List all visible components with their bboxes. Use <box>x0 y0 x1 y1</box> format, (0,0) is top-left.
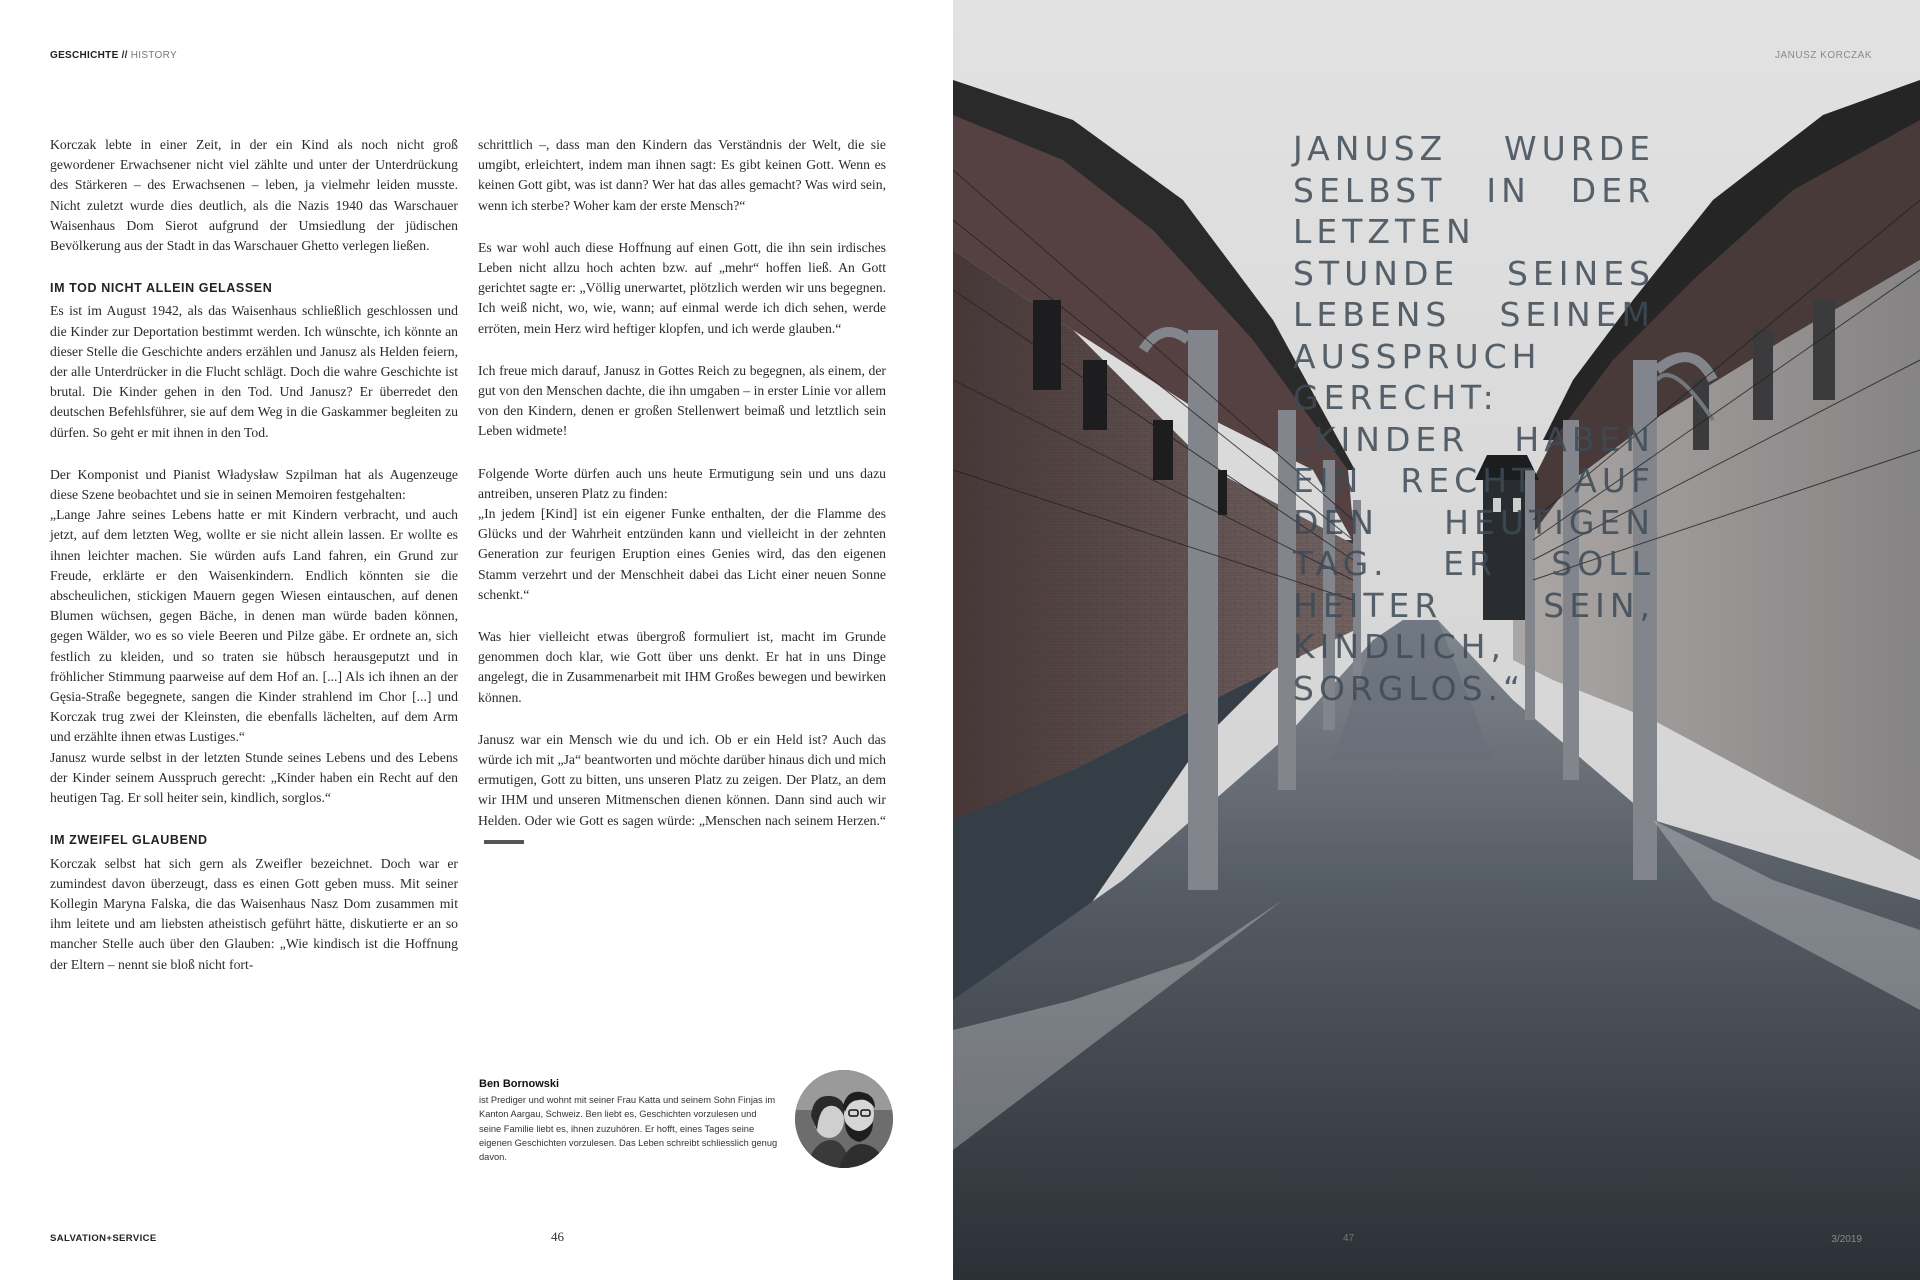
paragraph: Janusz wurde selbst in der letzten Stunde seines Lebens und des Lebens der Kinder seinem Ausspruch gerecht: „Kinder haben ein Recht auf den heutigen Tag. Er soll heiter sein, kindlich, sorglos.“ <box>50 749 458 806</box>
issue-number: 3/2019 <box>1831 1234 1862 1245</box>
page-number: 46 <box>551 1229 564 1244</box>
author-photo <box>795 1070 893 1168</box>
paragraph: Folgende Worte dürfen auch uns heute Ermutigung sein und uns dazu antreiben, unseren Platz zu finden: <box>478 465 886 501</box>
text-column-1 <box>50 135 458 997</box>
pull-quote: JANUSZ WURDE SELBST IN DER LETZTEN STUNDE SEINES LEBENS SEINEM AUSSPRUCH GERECHT: „KINDER HABEN EIN RECHT AUF DEN HEUTIGEN TAG. ER SOLL HEITER SEIN, KINDLICH, SORGLOS.“ <box>1293 129 1655 708</box>
quote-paragraph: „Lange Jahre seines Lebens hatte er mit Kindern verbracht, und auch jetzt, auf dem letzten Weg, wollte er sie nicht allein lassen. Er wollte es ihnen leichter machen. Sie würden aufs Land fahren, ein Grund zur Freude, erklärte er den Waisenkindern. Endlich könnten sie die abscheulichen, stickigen Mauern gegen Wiesen eintauschen, auf denen Blumen wüchsen, gegen Bäche, in denen man würde baden können, gegen Wälder, wo es so viele Beeren und Pilze gäbe. Er ordnete an, sich festlich zu kleiden, und so traten sie hübsch herausgeputzt und in fröhlicher Stimmung paarweise auf dem Hof an. [...] Als ich ihnen an der Gęsia-Straße begegnete, sangen die Kinder strahlend im Chor [...] und Korczak trug zwei der Kleinsten, die ebenfalls lächelten, auf dem Arm und erzählte ihnen etwas Lustiges.“ <box>50 507 458 745</box>
paragraph: Was hier vielleicht etwas übergroß formuliert ist, macht im Grunde genommen doch klar, wie Gott über uns denkt. Er hat in uns Dinge angelegt, die in Zusammenarbeit mit IHM Großes bewegen und bewirken können. <box>478 629 886 705</box>
subheading: IM TOD NICHT ALLEIN GELASSEN <box>50 281 273 296</box>
right-page <box>953 0 1920 1280</box>
paragraph: Korczak selbst hat sich gern als Zweifler bezeichnet. Doch war er zumindest davon überzeugt, dass es einen Gott geben muss. Mit seiner Kollegin Maryna Falska, die das Waisenhaus Nasz Dom zusammen mit ihm leitete und am liebsten atheistisch geführt hätte, diskutierte er an so mancher Stelle auch über den Glauben: „Wie kindisch ist die Hoffnung der Eltern – nennt sie bloß nicht fort- <box>50 855 458 972</box>
paragraph <box>478 730 886 851</box>
quote-paragraph: „In jedem [Kind] ist ein eigener Funke enthalten, der die Flamme des Glücks und der Wahrheit entzünden kann und vielleicht in der zehnten Generation zur feurigen Eruption eines Genies wird, das den eigenen Stamm verzehrt und der Menschheit dabei das Licht einer neuen Sonne schenkt.“ <box>478 506 886 602</box>
author-name: Ben Bornowski <box>479 1078 560 1090</box>
paragraph: Es ist im August 1942, als das Waisenhaus schließlich geschlossen und die Kinder zur Deportation bestimmt werden. Ich wünschte, ich könnte an dieser Stelle die Geschichte anders erzählen und Janusz als Helden feiern, der alle Unterdrücker in die Flucht schlägt. Doch die wahre Geschichte ist brutal. Die Kinder gehen in den Tod. Und Janusz? Er überredet den deutschen Befehlsführer, sie auf dem Weg in die Gaskammer begleiten zu dürfen. So geht er mit ihnen in den Tod. <box>50 303 458 440</box>
subsection-label: HISTORY <box>130 50 177 61</box>
running-head: JANUSZ KORCZAK <box>1774 50 1872 61</box>
paragraph: Korczak lebte in einer Zeit, in der ein Kind als noch nicht groß gewordener Erwachsener nicht viel zählte und unter der Unterdrückung des Stärkeren – des Erwachsenen – leben, ja vielmehr leiden musste. Nicht zuletzt wurde dies deutlich, als die Nazis 1940 das Warschauer Waisenhaus Dom Sierot aufgrund der Umsiedlung der jüdischen Bevölkerung aus der Stadt in das Warschauer Ghetto verlegen ließen. <box>50 137 458 254</box>
paragraph: schrittlich –, dass man den Kindern das Verständnis der Welt, die sie umgibt, erleichtert, indem man ihnen sagt: Es gibt keinen Gott. Wenn es keinen Gott gibt, was ist dann? Wer hat das alles gemacht? Was wird sein, wenn ich sterbe? Woher kam der erste Mensch?“ <box>478 137 886 213</box>
magazine-footer: SALVATION+SERVICE <box>50 1233 157 1244</box>
left-page <box>0 0 953 1280</box>
closing-paragraph-text: Janusz war ein Mensch wie du und ich. Ob er ein Held ist? Auch das würde ich mit „Ja“ beantworten und möchte darüber hinaus dich und mich ermutigen, Gott zu bitten, uns unseren Platz zu zeigen. Der Platz, an dem wir IHM und unseren Mitmenschen dienen können. Dann sind auch wir Helden. Oder wie Gott es sagen würde: „Menschen nach seinem Herzen.“ <box>478 731 886 828</box>
author-bio <box>479 1077 779 1164</box>
subheading: IM ZWEIFEL GLAUBEND <box>50 833 208 848</box>
end-mark <box>484 840 524 844</box>
paragraph: Es war wohl auch diese Hoffnung auf einen Gott, die ihn sein irdisches Leben nicht allzu hoch achten bzw. auf „mehr“ hoffen ließ. An Gott gerichtet sagte er: „Völlig unerwartet, plötzlich werden wir uns begegnen. Ich weiß nicht, wo, wie, wann; auf einmal werde ich dich sehen, werde erröten, mein Herz wird heftiger klopfen, und ich werde glauben.“ <box>478 239 886 336</box>
text-column-2 <box>478 135 886 873</box>
section-separator: // <box>121 50 128 61</box>
paragraph: Ich freue mich darauf, Janusz in Gottes Reich zu begegnen, als einem, der gut von den Menschen dachte, die ihn umgaben – in erster Linie vor allem von den Kindern, denen er großen Stellenwert beimaß und letztlich sein Leben widmete! <box>478 362 886 439</box>
paragraph: Der Komponist und Pianist Władysław Szpilman hat als Augenzeuge diese Szene beobachtet und sie in seinen Memoiren festgehalten: <box>50 466 458 503</box>
section-kicker <box>50 50 177 61</box>
section-label: GESCHICHTE <box>50 50 119 61</box>
page-number: 47 <box>1343 1233 1355 1244</box>
author-description: ist Prediger und wohnt mit seiner Frau Katta und seinem Sohn Finjas im Kanton Aargau, Schweiz. Ben liebt es, Geschichten vorzulesen und seine Familie liebt es, ihnen zuzuhören. Er hofft, eines Tages seine eigenen Geschichten vorzulesen. Das Leben schreibt schliesslich genug davon. <box>479 1095 778 1163</box>
